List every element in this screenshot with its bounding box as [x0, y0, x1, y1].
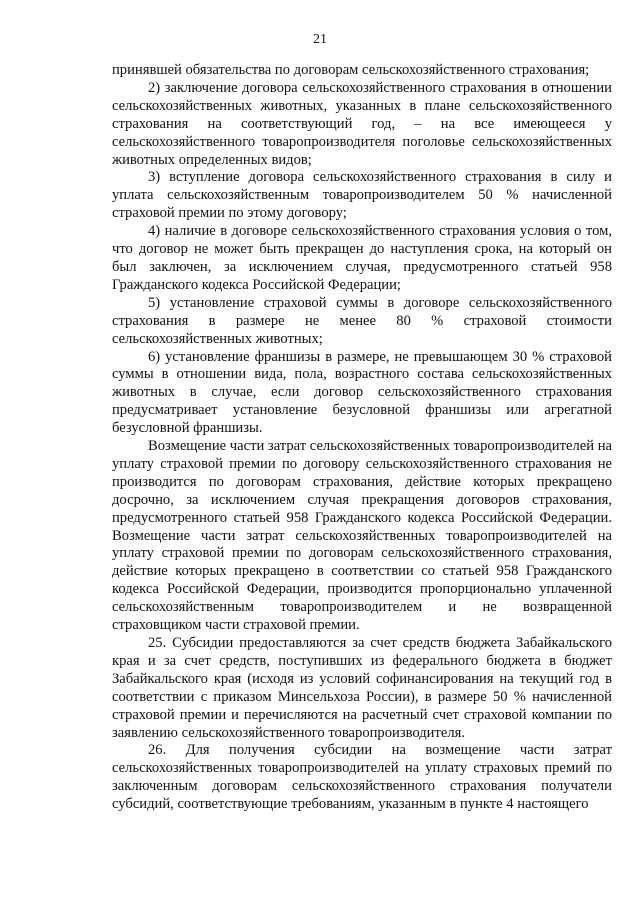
paragraph-item-4: 4) наличие в договоре сельскохозяйственного страхования условия о том, что договор не может быть прекращен до наступления срока, на который он был заключен, за исключением случая, предусмотренного статьей 958 Гражданского кодекса Российской Федерации; [112, 223, 612, 293]
paragraph-item-5: 5) установление страховой суммы в договоре сельскохозяйственного страхования в размере не менее 80 % страховой стоимости сельскохозяйственных животных; [112, 294, 612, 347]
paragraph-clause-25: 25. Субсидии предоставляются за счет средств бюджета Забайкальского края и за счет средств, поступивших из федерального бюджета в бюджет Забайкальского края (исходя из условий софинансирования на текущий год в соответствии с приказом Минсельхоза России), в размере 50 % начисленной страховой премии и перечисляются на расчетный счет страховой компании по заявлению сельскохозяйственного товаропроизводителя. [112, 635, 612, 741]
paragraph-continuation: принявшей обязательства по договорам сельскохозяйственного страхования; [112, 62, 590, 78]
document-body [112, 62, 612, 814]
paragraph-item-3: 3) вступление договора сельскохозяйственного страхования в силу и уплата сельскохозяйственным товаропроизводителем 50 % начисленной страховой премии по этому договору; [112, 169, 612, 222]
paragraph-item-2: 2) заключение договора сельскохозяйственного страхования в отношении сельскохозяйственных животных, указанных в плане сельскохозяйственного страхования на соответствующий год, – на все имеющееся у сельскохозяйственного товаропроизводителя поголовье сельскохозяйственных животных определенных видов; [112, 79, 612, 168]
paragraph-item-6: 6) установление франшизы в размере, не превышающем 30 % страховой суммы в отношении вида, пола, возрастного состава сельскохозяйственных животных в случае, если договор сельскохозяйственного страхования предусматривает установление безусловной франшизы или агрегатной безусловной франшизы. [112, 348, 612, 437]
paragraph-clause-26: 26. Для получения субсидии на возмещение части затрат сельскохозяйственных товаропроизводителей на уплату страховых премий по заключенным договорам сельскохозяйственного страхования получатели субсидий, соответствующие требованиям, указанным в пункте 4 настоящего [112, 742, 612, 813]
paragraph-reimbursement: Возмещение части затрат сельскохозяйственных товаропроизводителей на уплату страховой премии по договору сельскохозяйственного страхования не производится по договорам страхования, действие которых прекращено досрочно, за исключением случая прекращения договоров страхования, предусмотренного статьей 958 Гражданского кодекса Российской Федерации. Возмещение части затрат сельскохозяйственных товаропроизводителей на уплату страховой премии по договорам сельскохозяйственного страхования, действие которых прекращено в соответствии со статьей 958 Гражданского кодекса Российской Федерации, производится пропорционально уплаченной сельскохозяйственным товаропроизводителем и не возвращенной страховщиком части страховой премии. [112, 438, 612, 634]
page-number: 21 [313, 32, 327, 47]
